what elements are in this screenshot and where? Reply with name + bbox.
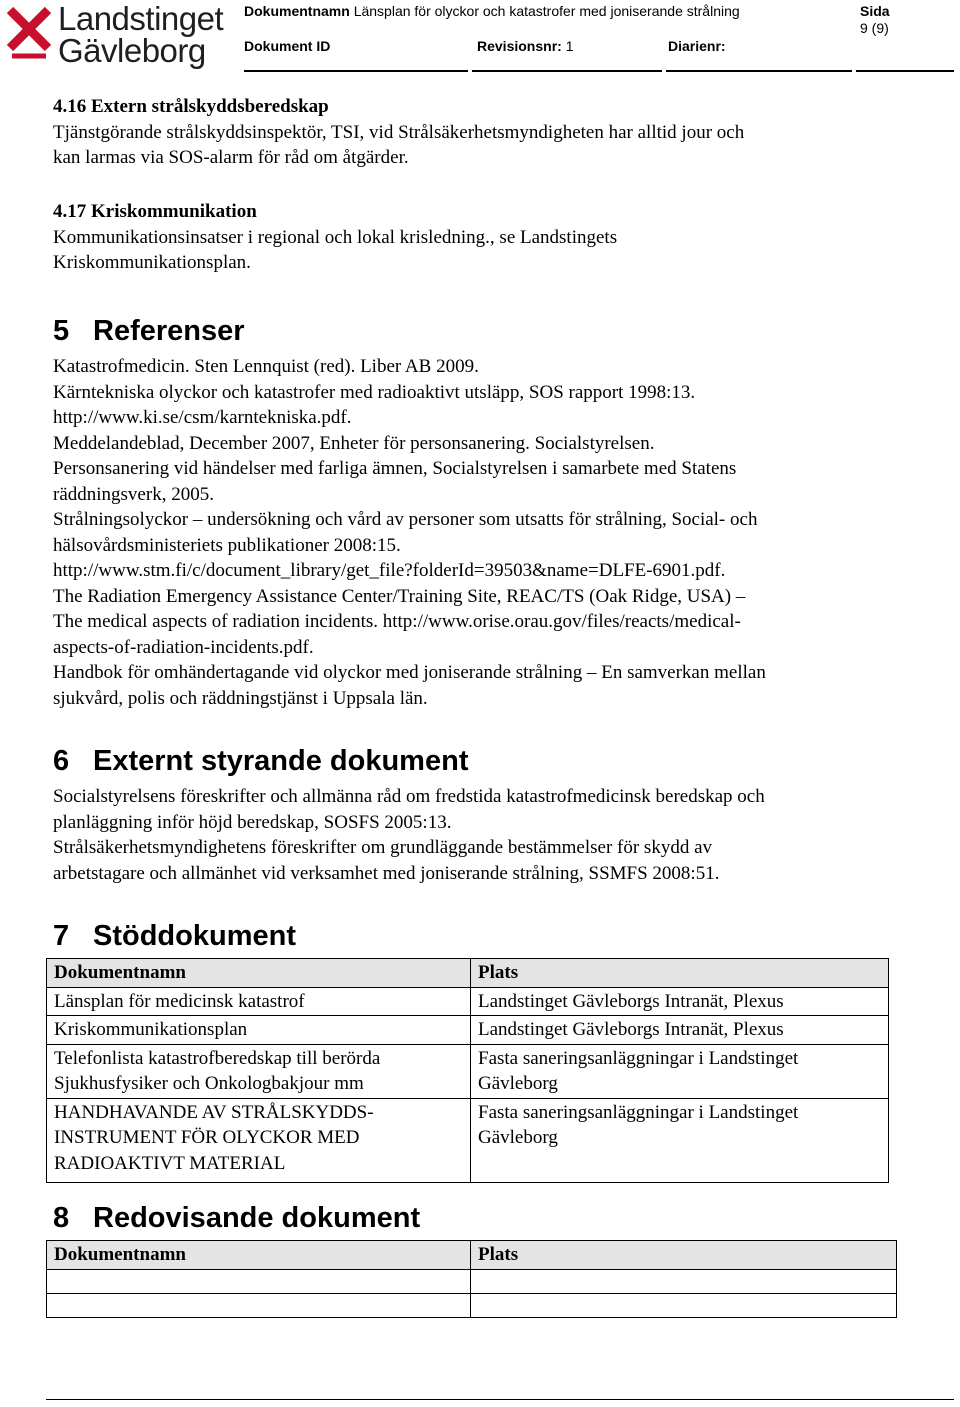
cell-text-line: Länsplan för medicinsk katastrof [54,990,305,1012]
section-6-heading [53,744,468,778]
cell-document-name [47,1098,471,1183]
cell-text-line: RADIOAKTIVT MATERIAL [54,1152,286,1174]
external-documents-text [53,784,913,886]
header-divider [666,70,852,72]
section-number: 7 [53,920,70,952]
column-header-place: Plats [471,1241,897,1270]
table-row [47,1098,889,1183]
reference-line: Personsanering vid händelser med farliga ämnen, Socialstyrelsen i samarbete med Statens [53,458,737,479]
cell-text-line: HANDHAVANDE AV STRÅLSKYDDS- [54,1101,374,1123]
section-heading: 4.16 Extern strålskyddsberedskap [53,96,329,117]
column-header-document-name: Dokumentnamn [47,959,471,988]
section-title: Redovisande dokument [93,1202,421,1234]
paragraph-line: Kriskommunikationsplan. [53,252,251,273]
table-header-row [47,1241,897,1270]
landstinget-gavleborg-logo [6,2,234,68]
section-8-heading [53,1201,420,1235]
cell-text-line: Gävleborg [478,1127,558,1148]
section-number: 5 [53,315,70,347]
section-number: 8 [53,1202,70,1234]
header-divider [856,70,954,72]
reference-line: The Radiation Emergency Assistance Center/Training Site, REAC/TS (Oak Ridge, USA) – [53,585,746,607]
table-row [47,1016,889,1045]
paragraph-line: Strålsäkerhetsmyndighetens föreskrifter om grundläggande bestämmelser för skydd av [53,837,713,858]
paragraph-line: Kommunikationsinsatser i regional och lokal krisledning., se Landstingets [53,226,618,248]
header-revision [477,38,574,54]
reference-line: Strålningsolyckor – undersökning och vård av personer som utsatts för strålning, Social- och [53,509,758,530]
section-number: 6 [53,745,70,777]
cell-document-name [47,1293,471,1317]
reference-link[interactable]: http://www.stm.fi/c/document_library/get_file?folderId=39503&name=DLFE-6901.pdf. [53,560,726,581]
cell-text-line: Kriskommunikationsplan [54,1019,248,1040]
cell-text-line: Fasta saneringsanläggningar i Landstinget [478,1047,799,1069]
table-row [47,1269,897,1293]
logo-mark-icon [6,6,52,64]
cell-place [471,1016,889,1045]
reporting-documents-table [46,1240,897,1318]
reference-line: hälsovårdsministeriets publikationer 2008:15. [53,534,401,556]
reference-line: The medical aspects of radiation incidents. http://www.orise.orau.gov/files/reacts/medical- [53,611,741,632]
cell-document-name [47,1016,471,1045]
section-title: Externt styrande dokument [93,745,469,777]
reference-line: Katastrofmedicin. Sten Lennquist (red). Liber AB 2009. [53,356,479,377]
document-name-value: Länsplan för olyckor och katastrofer med joniserande strålning [353,3,740,19]
diarie-label: Diarienr: [668,38,726,54]
table-row [47,1293,897,1317]
reference-link[interactable]: http://www.ki.se/csm/karntekniska.pdf. [53,407,352,428]
page-number: 9 (9) [860,20,889,36]
cell-document-name [47,987,471,1016]
table-row [47,1044,889,1098]
section-4-16 [53,94,913,171]
references-list [53,354,913,711]
reference-line: sjukvård, polis och räddningstjänst i Uppsala län. [53,687,428,709]
paragraph-line: Socialstyrelsens föreskrifter och allmänna råd om fredstida katastrofmedicinsk beredskap och [53,786,765,807]
cell-place [471,1293,897,1317]
cell-text-line: INSTRUMENT FÖR OLYCKOR MED [54,1127,360,1148]
cell-text-line: Sjukhusfysiker och Onkologbakjour mm [54,1073,364,1094]
paragraph-line: planläggning inför höjd beredskap, SOSFS 2005:13. [53,811,452,833]
revision-label: Revisionsnr: [477,38,562,54]
paragraph-line: kan larmas via SOS-alarm för råd om åtgärder. [53,147,409,168]
document-name-label: Dokumentnamn [244,3,350,19]
reference-line: räddningsverk, 2005. [53,483,214,505]
section-7-heading [53,919,296,953]
cell-place [471,1269,897,1293]
document-id-label: Dokument ID [244,38,331,54]
logo-text-line2: Gävleborg [58,32,206,69]
cell-text-line: Telefonlista katastrofberedskap till berörda [54,1047,381,1069]
section-title: Referenser [93,315,245,347]
cell-text-line: Landstinget Gävleborgs Intranät, Plexus [478,1019,784,1040]
cell-text-line: Gävleborg [478,1073,558,1094]
reference-line: aspects-of-radiation-incidents.pdf. [53,636,314,658]
support-documents-table [46,958,889,1183]
header-divider [472,70,662,72]
cell-text-line: Landstinget Gävleborgs Intranät, Plexus [478,990,784,1012]
column-header-place: Plats [471,959,889,988]
cell-document-name [47,1269,471,1293]
cell-place [471,987,889,1016]
cell-document-name [47,1044,471,1098]
reference-line: Kärntekniska olyckor och katastrofer med radioaktivt utsläpp, SOS rapport 1998:13. [53,381,696,403]
logo-text-line1: Landstinget [58,0,224,37]
column-header-document-name: Dokumentnamn [47,1241,471,1270]
table-header-row [47,959,889,988]
reference-line: Meddelandeblad, December 2007, Enheter för personsanering. Socialstyrelsen. [53,432,655,454]
cell-place [471,1098,889,1183]
cell-place [471,1044,889,1098]
reference-line: Handbok för omhändertagande vid olyckor med joniserande strålning – En samverkan mellan [53,662,766,683]
table-row [47,987,889,1016]
header-divider [244,70,468,72]
section-heading: 4.17 Kriskommunikation [53,201,257,222]
section-4-17 [53,199,913,276]
section-5-heading [53,314,245,348]
paragraph-line: Tjänstgörande strålskyddsinspektör, TSI, vid Strålsäkerhetsmyndigheten har alltid jour och [53,121,745,143]
page-label: Sida [860,3,890,19]
revision-value: 1 [565,38,574,54]
header-document-name [244,3,740,19]
footer-divider [46,1399,954,1400]
paragraph-line: arbetstagare och allmänhet vid verksamhet med joniserande strålning, SSMFS 2008:51. [53,862,720,884]
cell-text-line: Fasta saneringsanläggningar i Landstinget [478,1101,799,1123]
section-title: Stöddokument [93,920,296,952]
